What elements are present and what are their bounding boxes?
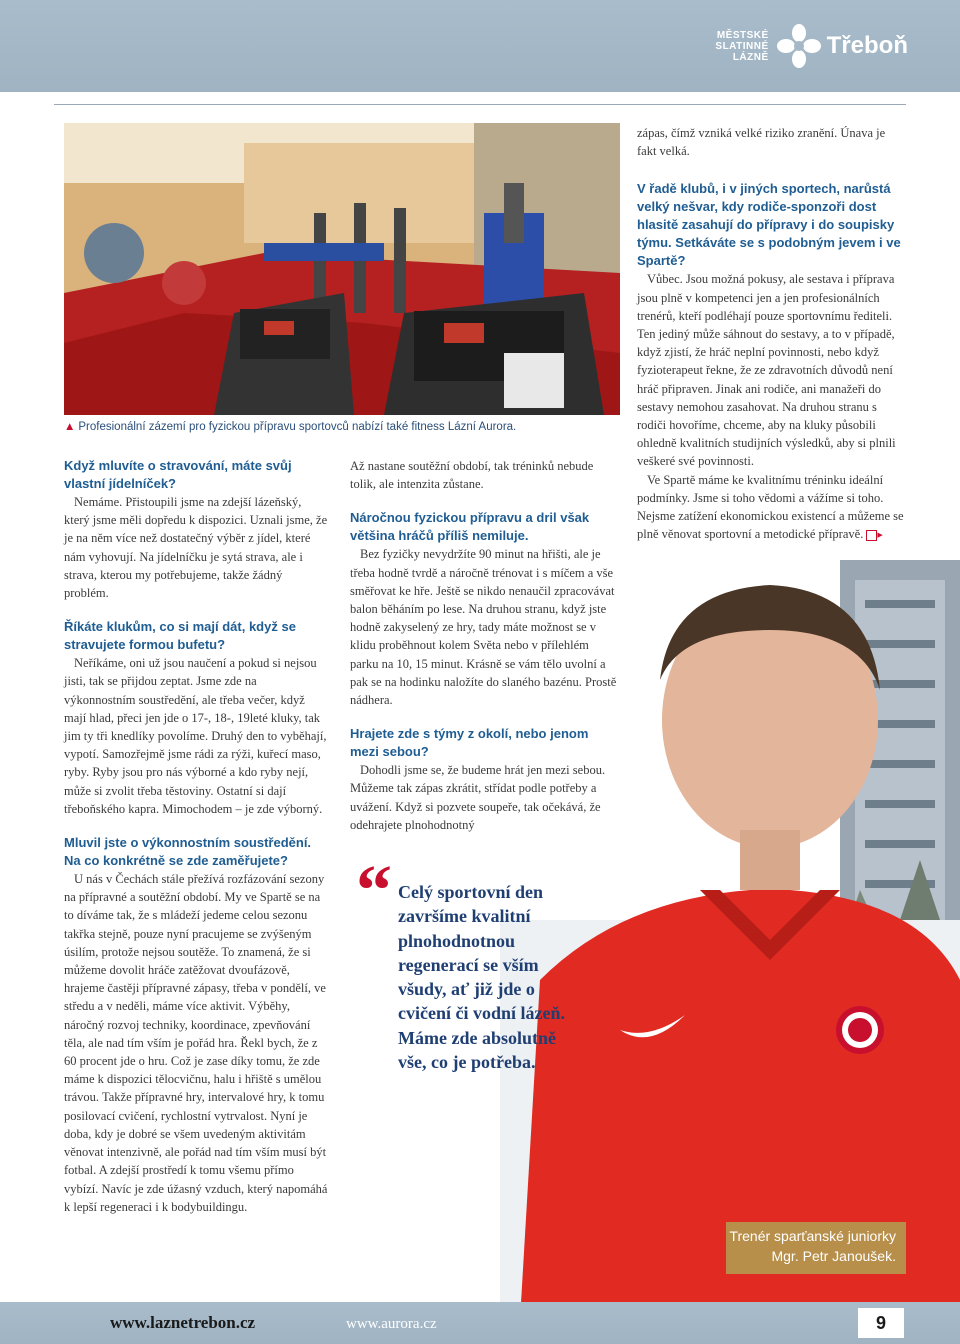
column-2 bbox=[350, 457, 620, 834]
gym-caption bbox=[64, 421, 516, 433]
gym-photo bbox=[64, 123, 620, 415]
footer-link-aurora[interactable]: www.aurora.cz bbox=[346, 1316, 437, 1332]
question-heading: Náročnou fyzickou přípravu a dril však většina hráčů příliš nemiluje. bbox=[350, 510, 590, 544]
answer-paragraph: Dohodli jsme se, že budeme hrát jen mezi sebou. Můžeme tak zápas zkrátit, střídat podle potřeby a uvážení. Když si pozvete soupeře, tak očekává, že odehrajete plnohodnotný bbox=[350, 763, 606, 832]
column-1 bbox=[64, 457, 330, 1216]
answer-paragraph: Vůbec. Jsou možná pokusy, ale sestava i příprava jsou plně v kompetenci jen a jen profesionálních trenérů, kteří podléhají pouze sportovnímu řediteli. Ten jediný může sáhnout do sestavy, a to v případě, když zjistí, že hráč neplní povinnosti, nebo když fyzioterapeut řekne, že ze zdravotních důvodů není hráč připraven. Jinak ani rodiče, ani manažeři do sestavy nemohou zasahovat. Na druhou stranu s rodiči hovoříme, chceme, aby na kluky působili ohledně kvalitních studijních výsledků, aby si plnili veškeré své povinnosti. bbox=[637, 272, 896, 469]
logo-line: SLATINNÉ bbox=[715, 40, 769, 52]
logo-line: LÁZNĚ bbox=[732, 51, 769, 63]
question-heading: Hrajete zde s týmy z okolí, nebo jenom mezi sebou? bbox=[350, 726, 589, 760]
logo-line: MĚSTSKÉ bbox=[716, 29, 769, 41]
answer-paragraph: Až nastane soutěžní období, tak tréninků nebude tolik, ale intenzita zůstane. bbox=[350, 459, 594, 492]
answer-paragraph: U nás v Čechách stále přežívá rozfázování sezony na přípravné a soutěžní období. My ve Spartě se na to díváme tak, že s mládeží jedeme celou sezonu takřka stejně, pouze nyní pracujeme se zvýšeným úsilím, protože nejsou soutěže. To znamená, že si můžeme dovolit hráče zatěžovat dvoufázově, hrajeme častěji přípravné zápasy, třeba v pondělí, ve středu a v neděli, máme více aktivit. Výběhy, náročný rozvoj techniky, koordinace, zpevňování těla, ale nad tím vším je pořád hra. Řekl bych, že z 60 procent jde o hru. Což je zase díky tomu, že zde máme k dispozici tělocvičnu, halu i hřiště s umělou trávou. Takže přípravné hry, intervalové hry, k tomu posilovací cvičení, rychlostní vytrvalost. Nyní je doba, kdy je dobré se všem uvedeným aktivitám věnovat intenzivně, ale pořád nad tím vším musí být fotbal. A zdejší prostředí k tomu všemu přímo vybízí. Navíc je zde úžasný vzduch, který napomáhá k lepší regeneraci i k bodybuildingu. bbox=[64, 872, 328, 1214]
coach-caption-line: Mgr. Petr Janoušek. bbox=[771, 1248, 896, 1264]
page-number: 9 bbox=[858, 1308, 904, 1338]
footer-link-laznetrebon[interactable]: www.laznetrebon.cz bbox=[110, 1313, 256, 1332]
end-mark-icon: ▶ bbox=[866, 530, 877, 541]
question-heading: Mluvil jste o výkonnostním soustředění. Na co konkrétně se zde zaměřujete? bbox=[64, 835, 312, 869]
pull-quote: Celý sportovní den završíme kvalitní plnohodnotnou regenerací se vším všudy, ať již jde o cvičení či vodní lázeň. Máme zde absolutně vše, co je potřeba. bbox=[398, 882, 565, 1073]
answer-paragraph: zápas, čímž vzniká velké riziko zranění. Únava je fakt velká. bbox=[637, 126, 886, 159]
column-3 bbox=[637, 124, 905, 543]
coach-caption bbox=[726, 1222, 906, 1274]
answer-paragraph: Nemáme. Přistoupili jsme na zdejší lázeňský, který jsme měli dopředu k dispozici. Uznali jsme, že je na něm více než dostatečný výběr z jídel, které nám vyhovují. Na jídelníčku je sytá strava, ale i strava, kterou my potřebujeme, takže žádný problém. bbox=[64, 495, 328, 601]
answer-paragraph: Neříkáme, oni už jsou naučení a pokud si nejsou jisti, tak se přijdou zeptat. Jsme zde na výkonnostním soustředění, ale třeba večer, když mají hlad, přeci jen jde o 17-, 18-, 19leté kluky, tak jim ty tři knedlíky povolíme. Druhý den to vyběhají, vypotí. Samozřejmě jsme rádi za rýži, kuřecí maso, ryby. Ryby jsou pro nás výborné a kdo ryby nejí, může si zvolit třeba těstoviny. Ostatní si dají třeboňského kapra. Mimochodem – je zde výborný. bbox=[64, 656, 327, 816]
coach-caption-line: Trenér sparťanské juniorky bbox=[729, 1228, 896, 1244]
logo-city: Třeboň bbox=[826, 32, 908, 59]
gym-caption-text: Profesionální zázemí pro fyzickou přípravu sportovců nabízí také fitness Lázní Aurora. bbox=[78, 421, 517, 433]
logo-text bbox=[715, 30, 768, 63]
answer-paragraph: Ve Spartě máme ke kvalitnímu tréninku ideální podmínky. Jsme si toho vědomi a vážíme si toho. Nejsme zatížení ekonomickou existencí a můžeme se plně věnovat sportovní a metodické přípravě. bbox=[637, 472, 904, 542]
answer-paragraph: Bez fyzičky nevydržíte 90 minut na hřišti, ale je třeba hodně tvrdě a náročně trénovat i s míčem a vše směřovat ke hře. Ještě se nikdo nenaučil zpracovávat balon běháním po lese. Na druhou stranu, když jste hodně zakyselený ze hry, tady máte možnost se v klidu proběhnout kolem Světa nebo v přílehlém parku na 10, 15 minut. Krásně se vám tělo uvolní a pak se na hodinku naložíte do slaného bazénu. Prostě nádhera. bbox=[350, 547, 617, 708]
arrow-up-icon: ▲ bbox=[64, 421, 76, 433]
flower-logo-icon bbox=[777, 24, 821, 68]
quote-mark-icon: “ bbox=[356, 850, 392, 930]
question-heading: V řadě klubů, i v jiných sportech, narůstá velký nešvar, kdy rodiče-sponzoři dost hlasitě zasahují do přípravy i do soupisky týmu. Setkáváte se s podobným jevem i ve Spartě? bbox=[637, 181, 901, 269]
spa-logo[interactable] bbox=[715, 20, 908, 72]
question-heading: Říkáte klukům, co si mají dát, když se stravujete formou bufetu? bbox=[64, 619, 296, 653]
top-rule bbox=[54, 104, 906, 105]
question-heading: Když mluvíte o stravování, máte svůj vlastní jídelníček? bbox=[64, 458, 292, 491]
